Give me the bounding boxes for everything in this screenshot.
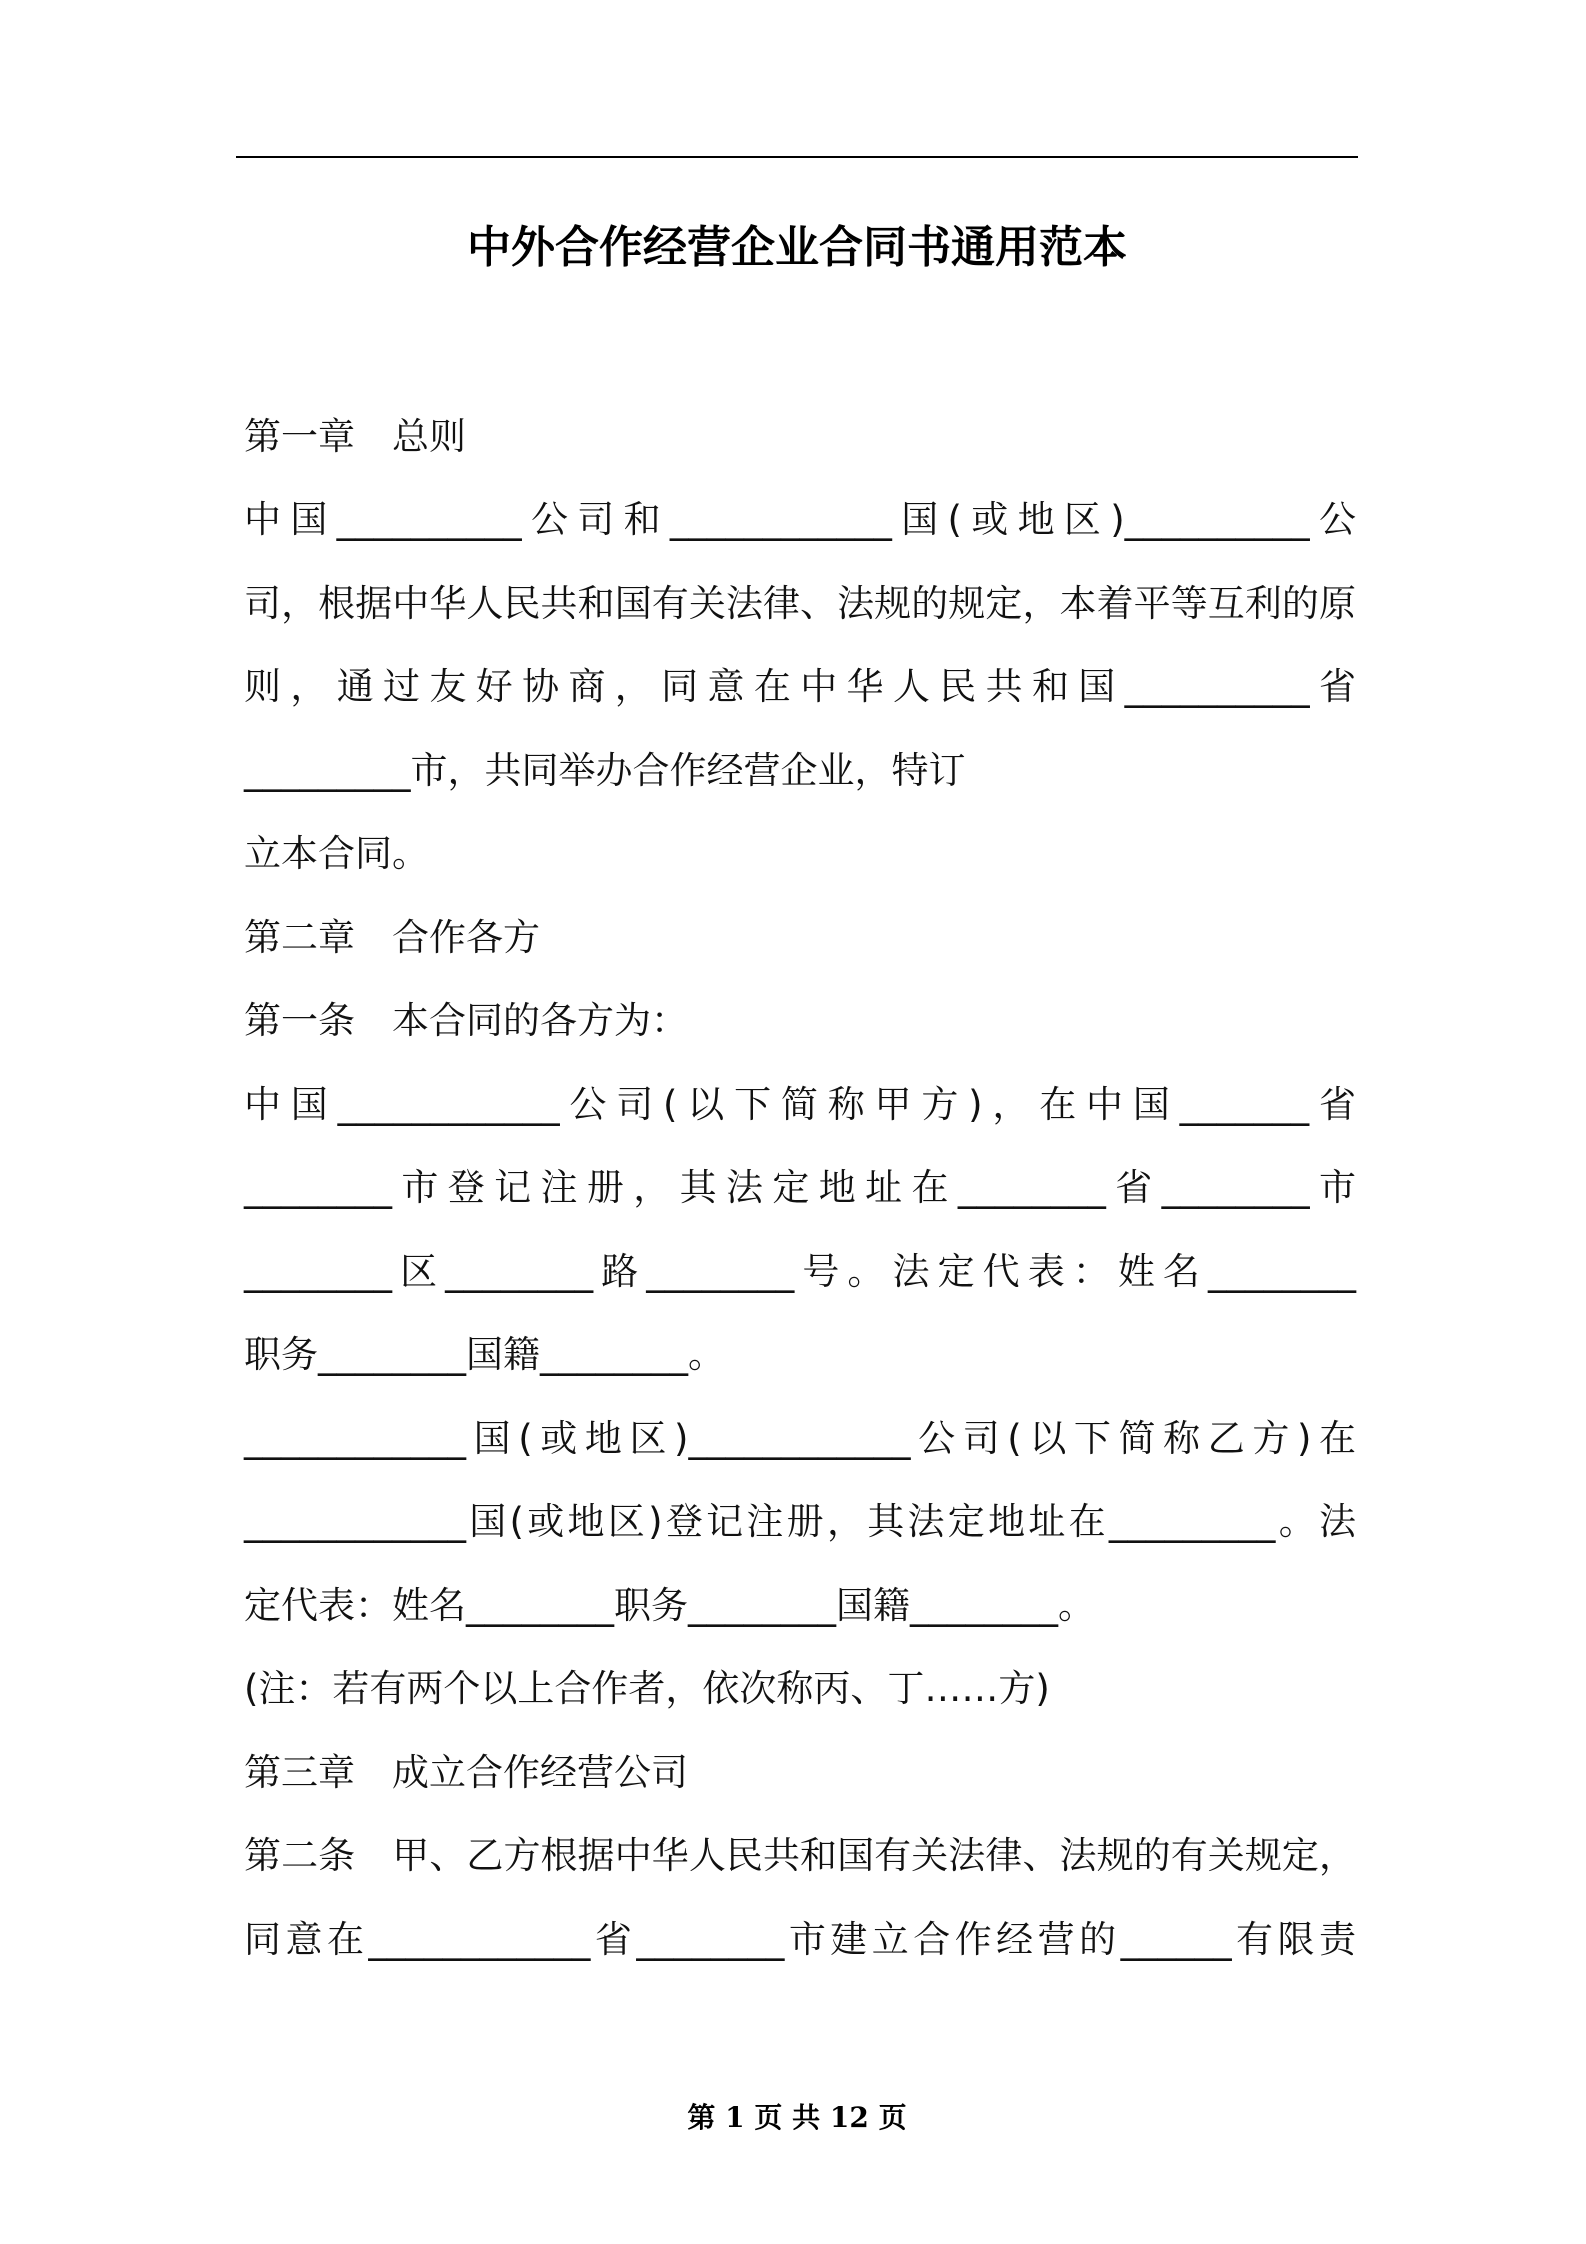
paragraph-line: 中国____________公司(以下简称甲方)，在中国_______省	[244, 1083, 1356, 1126]
chapter-heading: 第三章 成立合作经营公司	[244, 1751, 688, 1794]
chapter-heading: 第一章 总则	[244, 415, 466, 458]
paragraph-line: 职务________国籍________。	[244, 1333, 725, 1376]
paragraph-line: 第二条 甲、乙方根据中华人民共和国有关法律、法规的有关规定，	[244, 1834, 1356, 1877]
paragraph-line: 定代表：姓名________职务________国籍________。	[244, 1584, 1095, 1627]
chapter-heading: 第二章 合作各方	[244, 916, 540, 959]
document-title: 中外合作经营企业合同书通用范本	[467, 222, 1127, 273]
header-rule	[236, 156, 1358, 158]
article-heading: 第一条 本合同的各方为：	[244, 999, 688, 1042]
paragraph-line: ________市登记注册，其法定地址在________省________市	[244, 1166, 1356, 1209]
paragraph-line: 中国__________公司和____________国(或地区)__________公	[244, 498, 1356, 541]
paragraph-line: 同意在____________省________市建立合作经营的______有限责	[244, 1918, 1356, 1961]
page-number-footer: 第 1 页 共 12 页	[687, 2101, 907, 2134]
paragraph-line: ____________国(或地区)登记注册，其法定地址在_________。法	[244, 1500, 1356, 1543]
paragraph-line: 则，通过友好协商，同意在中华人民共和国__________省	[244, 665, 1356, 708]
paragraph-line: 司，根据中华人民共和国有关法律、法规的规定，本着平等互利的原	[244, 582, 1356, 625]
paragraph-line: 立本合同。	[244, 832, 429, 875]
paragraph-line: _________市，共同举办合作经营企业，特订	[244, 749, 966, 792]
paragraph-line: ________区________路________号。法定代表：姓名________	[244, 1250, 1356, 1293]
paragraph-line: ____________国(或地区)____________公司(以下简称乙方)在	[244, 1417, 1356, 1460]
note-line: (注：若有两个以上合作者，依次称丙、丁……方)	[244, 1667, 1050, 1710]
